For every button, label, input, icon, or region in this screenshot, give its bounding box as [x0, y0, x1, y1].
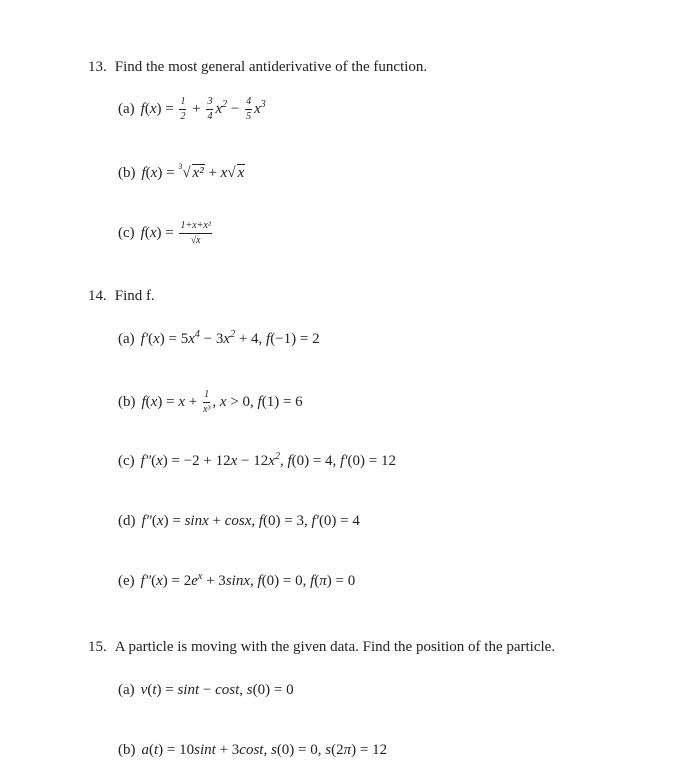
math-expression — [141, 682, 294, 698]
math-variable: f′ — [140, 331, 149, 347]
problem-item — [118, 96, 266, 123]
fraction-denominator: √x — [190, 235, 201, 246]
math-text: ) = — [156, 682, 178, 698]
math-text: ) = 5 — [159, 331, 189, 347]
root-index: 3 — [178, 162, 183, 171]
fraction-denominator: 2 — [180, 111, 186, 122]
math-text: − 12 — [237, 453, 269, 469]
math-expression — [141, 162, 246, 181]
math-text: ( — [151, 453, 157, 469]
math-text: (−1) = 2 — [270, 331, 320, 347]
math-variable: f′ — [311, 513, 319, 529]
math-variable: f — [141, 165, 146, 181]
math-text: , — [279, 453, 288, 469]
math-text: > 0, — [226, 393, 258, 410]
math-superscript: x — [197, 571, 203, 582]
math-superscript: 3 — [260, 98, 266, 110]
math-text: ) = −2 + 12 — [162, 453, 231, 469]
math-variable: f — [287, 453, 292, 469]
math-fraction — [206, 96, 213, 123]
math-variable: f — [258, 513, 264, 529]
fraction-numerator: 4 — [245, 96, 252, 110]
math-text: , — [212, 393, 220, 410]
math-superscript: 2 — [230, 329, 236, 340]
math-expression — [140, 96, 266, 122]
math-variable: f″ — [140, 573, 152, 589]
math-fraction — [179, 220, 211, 247]
math-text: + 3 — [202, 573, 226, 589]
math-expression — [141, 389, 303, 415]
item-label: (c) — [118, 453, 135, 469]
math-text: (0) = 4 — [318, 513, 360, 529]
math-variable: x — [149, 224, 157, 241]
math-variable: π — [319, 573, 327, 589]
math-variable: x — [219, 393, 227, 410]
math-text: ) = — [156, 224, 178, 241]
math-variable: f — [257, 393, 262, 410]
math-text: √ — [227, 165, 236, 181]
math-variable: sinx — [225, 573, 250, 589]
item-label: (b) — [118, 742, 136, 758]
problem-number: 13. — [88, 59, 107, 75]
math-text: , — [251, 513, 259, 529]
math-variable: x — [150, 165, 158, 181]
math-variable: s — [246, 682, 253, 698]
math-variable: x — [254, 100, 261, 117]
math-superscript: 4 — [194, 329, 200, 340]
problem-heading — [88, 287, 155, 305]
radical-sign: √ — [182, 165, 191, 181]
math-text: ) = — [157, 165, 179, 181]
problem-heading — [88, 638, 555, 656]
problem-item — [118, 330, 320, 348]
problem-item — [118, 512, 360, 530]
problem-text: A particle is moving with the given data. Find the position of the particle. — [114, 639, 556, 655]
math-variable: x — [223, 331, 231, 347]
math-expression — [141, 453, 396, 469]
math-text: ) = 2 — [162, 573, 192, 589]
problem-text: Find f. — [114, 288, 155, 304]
math-text: ( — [314, 573, 320, 589]
math-variable: t — [154, 742, 159, 758]
math-text: (0) = 0, — [276, 742, 326, 758]
math-variable: x — [220, 165, 228, 181]
item-label: (a) — [118, 331, 135, 347]
math-variable: cosx — [224, 513, 252, 529]
fraction-numerator: 1 — [179, 96, 186, 110]
item-label: (d) — [118, 513, 136, 529]
math-text: ) = — [157, 393, 179, 410]
math-expression — [142, 742, 388, 758]
problem-text: Find the most general antiderivative of the function. — [114, 59, 428, 75]
fraction-numerator: 3 — [206, 96, 213, 110]
item-label: (a) — [118, 100, 135, 117]
math-text: ( — [145, 165, 151, 181]
math-expression — [141, 331, 320, 347]
item-label: (b) — [118, 165, 136, 181]
math-variable: x — [230, 453, 238, 469]
math-variable: cost — [215, 682, 240, 698]
math-variable: x — [150, 393, 158, 410]
math-text: ( — [144, 224, 150, 241]
math-variable: x — [156, 513, 164, 529]
math-text: (0) = 4, — [291, 453, 341, 469]
math-variable: f′ — [340, 453, 348, 469]
math-expression — [142, 513, 360, 529]
problem-item — [118, 452, 396, 470]
math-text: ( — [147, 682, 153, 698]
math-variable: t — [152, 682, 157, 698]
math-text: , — [263, 742, 271, 758]
math-variable: f″ — [140, 453, 152, 469]
math-text: (2 — [331, 742, 344, 758]
math-variable: f″ — [141, 513, 152, 529]
fraction-denominator: 4 — [207, 111, 213, 122]
fraction-denominator: x³ — [202, 404, 211, 415]
math-fraction — [203, 389, 210, 416]
math-superscript: 2 — [274, 451, 280, 462]
problem-item — [118, 220, 214, 247]
problem-item — [118, 681, 294, 699]
math-text: (0) = 3, — [263, 513, 312, 529]
math-variable: sint — [177, 682, 200, 698]
math-text: ( — [144, 100, 150, 117]
math-variable: s — [270, 742, 277, 758]
radicand: x — [237, 165, 245, 181]
math-variable: sinx — [184, 513, 209, 529]
math-variable: f — [140, 100, 145, 117]
math-text: + 3 — [215, 742, 240, 758]
math-text: (0) = 12 — [347, 453, 396, 469]
problem-heading — [88, 58, 427, 76]
math-variable: f — [141, 393, 146, 410]
math-text: ( — [151, 573, 157, 589]
math-variable: s — [325, 742, 332, 758]
math-variable: cost — [239, 742, 264, 758]
radicand: x² — [192, 165, 204, 181]
math-variable: f — [266, 331, 271, 347]
problem-item — [118, 572, 355, 590]
math-variable: f — [140, 224, 145, 241]
math-text: ( — [149, 742, 154, 758]
math-text: , — [249, 573, 258, 589]
math-text: (0) = 0, — [261, 573, 311, 589]
math-text: + 4, — [235, 331, 267, 347]
math-text: ) = 10 — [158, 742, 195, 758]
problem-number: 15. — [88, 639, 107, 655]
math-expression — [141, 573, 356, 589]
math-text: − — [199, 682, 216, 698]
math-fraction — [179, 96, 186, 123]
item-label: (b) — [118, 393, 136, 410]
math-text: ) = 12 — [351, 742, 388, 758]
math-text: ( — [148, 331, 154, 347]
math-variable: v — [140, 682, 148, 698]
item-label: (c) — [118, 224, 135, 241]
math-fraction — [245, 96, 252, 123]
math-text: (1) = 6 — [261, 393, 303, 410]
math-superscript: 2 — [222, 98, 228, 110]
math-variable: x — [215, 100, 223, 117]
math-variable: f — [310, 573, 315, 589]
math-variable: a — [141, 742, 149, 758]
math-text: ) = — [156, 100, 178, 117]
math-text: + — [204, 165, 221, 181]
math-text: + — [188, 100, 205, 117]
item-label: (e) — [118, 573, 135, 589]
math-text: − 3 — [199, 331, 224, 347]
math-variable: f — [257, 573, 262, 589]
math-text: − — [227, 100, 244, 117]
math-variable: x — [188, 331, 195, 347]
math-variable: π — [343, 742, 352, 758]
math-variable: x — [156, 453, 163, 469]
math-text: + — [208, 513, 225, 529]
math-variable: e — [191, 573, 198, 589]
math-variable: x — [149, 100, 157, 117]
math-expression — [140, 220, 214, 246]
math-text: ( — [145, 393, 151, 410]
problem-number: 14. — [88, 288, 107, 304]
math-text: ) = — [163, 513, 185, 529]
fraction-denominator: 5 — [246, 111, 252, 122]
problem-item — [118, 389, 303, 416]
math-text: ) = 0 — [326, 573, 356, 589]
math-variable: x — [153, 331, 160, 347]
math-text: ( — [151, 513, 157, 529]
math-variable: sint — [194, 742, 216, 758]
math-variable: x — [156, 573, 163, 589]
problem-item — [118, 741, 387, 759]
math-text: (0) = 0 — [252, 682, 294, 698]
math-text: + — [184, 393, 201, 410]
math-variable: x — [268, 453, 275, 469]
problem-item — [118, 158, 245, 182]
math-text: , — [239, 682, 247, 698]
item-label: (a) — [118, 682, 135, 698]
fraction-numerator: 1 — [203, 389, 210, 403]
math-variable: x — [178, 393, 185, 410]
fraction-numerator: 1+x+x² — [179, 220, 211, 234]
